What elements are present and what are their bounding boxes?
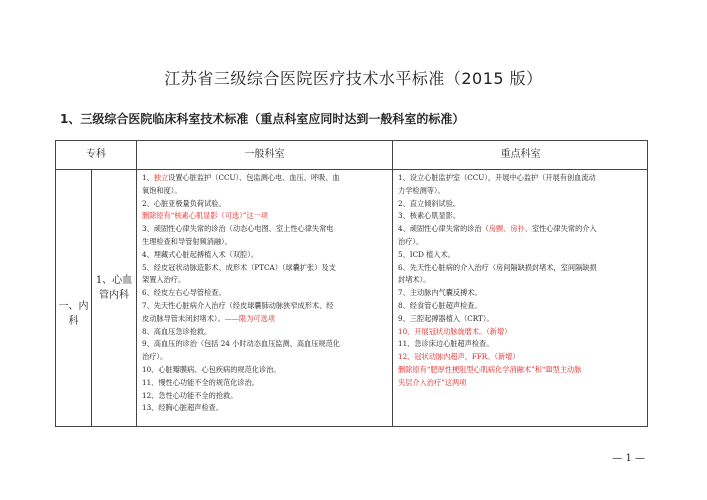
standard-line: [142, 300, 340, 313]
standard-text: 架置入治疗。: [142, 275, 186, 285]
standard-text: 12、急性心功能不全的抢救。: [142, 390, 238, 400]
standard-text: 生理检查和导管射频消融）。: [142, 236, 232, 246]
standard-line: [398, 262, 597, 275]
standard-line: [142, 223, 340, 236]
header-divider: [56, 169, 647, 170]
standard-text: 5、经皮冠状动脉造影术、成形术（PTCA）（球囊扩张）及支: [142, 262, 336, 272]
standard-text: 7、主动脉内气囊反搏术。: [398, 288, 482, 298]
standard-line: [142, 249, 340, 262]
document-title: 江苏省三级综合医院医疗技术水平标准（2015 版）: [164, 69, 543, 88]
standard-line: [398, 274, 597, 287]
standard-text: 室性心律失常的介入: [531, 224, 597, 234]
standard-line: [398, 313, 597, 326]
standard-line: [142, 198, 340, 211]
general-dept-standards: [142, 172, 340, 415]
standard-line: [398, 249, 597, 262]
standard-line: [142, 262, 340, 275]
standard-line: [398, 300, 597, 313]
standard-line: [142, 377, 340, 390]
standard-line: [142, 274, 340, 287]
standard-text: 6、经皮左右心导管检查。: [142, 288, 226, 298]
revision-note: 删除原有“核素心肌显影（可选）”这一项: [142, 211, 268, 221]
revision-note: 12、冠状动脉内超声、FFR。（新增）: [398, 352, 520, 362]
standard-text: 10、心脏瓣膜病、心包疾病的规范化诊治。: [142, 364, 281, 374]
standard-line: [142, 172, 340, 185]
standard-line: [142, 364, 340, 377]
page-number: — 1 —: [612, 453, 645, 464]
table-divider: [136, 141, 137, 426]
standard-text: 氧饱和度）。: [142, 185, 182, 195]
standard-line: [398, 223, 597, 236]
standard-text: 3、顽固性心律失常的诊治（动态心电图、室上性心律失常电: [142, 224, 334, 234]
table-divider: [91, 169, 92, 426]
standard-line: [142, 287, 340, 300]
category-internal-medicine: 一、内科: [58, 301, 89, 327]
standard-text: 4、埋藏式心脏起搏植入术（双腔）。: [142, 249, 258, 259]
key-dept-standards: [398, 172, 597, 390]
standard-line: [398, 287, 597, 300]
standard-text: 1、设立心脏监护室（CCU），开展中心监护（开展有创血流动: [398, 173, 596, 182]
standard-text: 5、ICD 植入术。: [398, 249, 455, 259]
standard-text: 2、直立倾斜试验。: [398, 198, 461, 208]
revision-note: 夹层介入治疗”这两项: [398, 377, 467, 387]
standard-line: [398, 198, 597, 211]
revision-note: 独立: [153, 173, 169, 182]
standard-text: 6、先天性心脏病的介入治疗（房间隔缺损封堵术，室间隔缺损: [398, 262, 597, 272]
standard-text: 9、三腔起搏器植入（CRT）。: [398, 313, 494, 323]
category-cardiology: 1、心血管内科: [95, 275, 133, 301]
header-key: 重点科室: [500, 149, 541, 160]
standard-text: 9、高血压的诊治（包括 24 小时动态血压监测、高血压规范化: [142, 339, 340, 349]
standard-text: 皮动脉导管未闭封堵术）。: [142, 313, 225, 323]
standard-line: [398, 210, 597, 223]
standard-line: [142, 351, 340, 364]
standards-table: [55, 140, 648, 427]
standard-line: [398, 326, 597, 339]
header-general: 一般科室: [244, 149, 285, 160]
standard-text: 1、: [142, 173, 154, 182]
header-specialty: 专科: [86, 149, 106, 160]
standard-text: 11、慢性心功能不全的规范化诊治。: [142, 377, 259, 387]
standard-text: 4、顽固性心律失常的诊治（: [398, 224, 489, 234]
standard-text: 治疗）。: [398, 236, 424, 246]
revision-note: 删除原有“肥厚性梗阻型心肌病化学消融术”和“Ⅲ型主动脉: [398, 364, 582, 374]
standard-line: [142, 390, 340, 403]
standard-text: 8、高血压急诊抢救。: [142, 326, 212, 336]
standard-line: [142, 402, 340, 415]
standard-line: [398, 377, 597, 390]
standard-line: [142, 236, 340, 249]
standard-text: 设置心脏监护（CCU）、包监测心电、血压、呼吸、血: [168, 173, 340, 182]
standard-line: [398, 172, 597, 185]
standard-line: [142, 313, 340, 326]
standard-text: 力学检测等）。: [398, 185, 445, 195]
standard-line: [142, 185, 340, 198]
standard-text: 3、核素心肌显影。: [398, 211, 461, 221]
revision-note: ——限为可选项: [224, 313, 275, 323]
standard-text: 7、先天性心脏病介入治疗（经皮球囊肺动脉狭窄成形术、经: [142, 300, 334, 310]
standard-line: [398, 364, 597, 377]
standard-line: [398, 236, 597, 249]
standard-line: [142, 210, 340, 223]
revision-note: 房颤、房扑、: [488, 224, 532, 234]
table-divider: [392, 141, 393, 426]
standard-line: [398, 338, 597, 351]
standard-line: [398, 185, 597, 198]
section-heading: 1、三级综合医院临床科室技术标准（重点科室应同时达到一般科室的标准）: [60, 112, 465, 126]
standard-text: 8、经食管心脏超声检查。: [398, 300, 482, 310]
standard-line: [142, 326, 340, 339]
standard-text: 13、经胸心脏超声检查。: [142, 403, 224, 413]
standard-line: [142, 338, 340, 351]
revision-note: 10、开展冠状动脉旋磨术。（新增）: [398, 326, 512, 336]
standard-text: 2、心脏亚极量负荷试验。: [142, 198, 226, 208]
standard-text: 封堵术）。: [398, 275, 431, 285]
standard-line: [398, 351, 597, 364]
standard-text: 治疗）。: [142, 352, 168, 362]
standard-text: 11、急诊床边心脏超声检查。: [398, 339, 494, 349]
